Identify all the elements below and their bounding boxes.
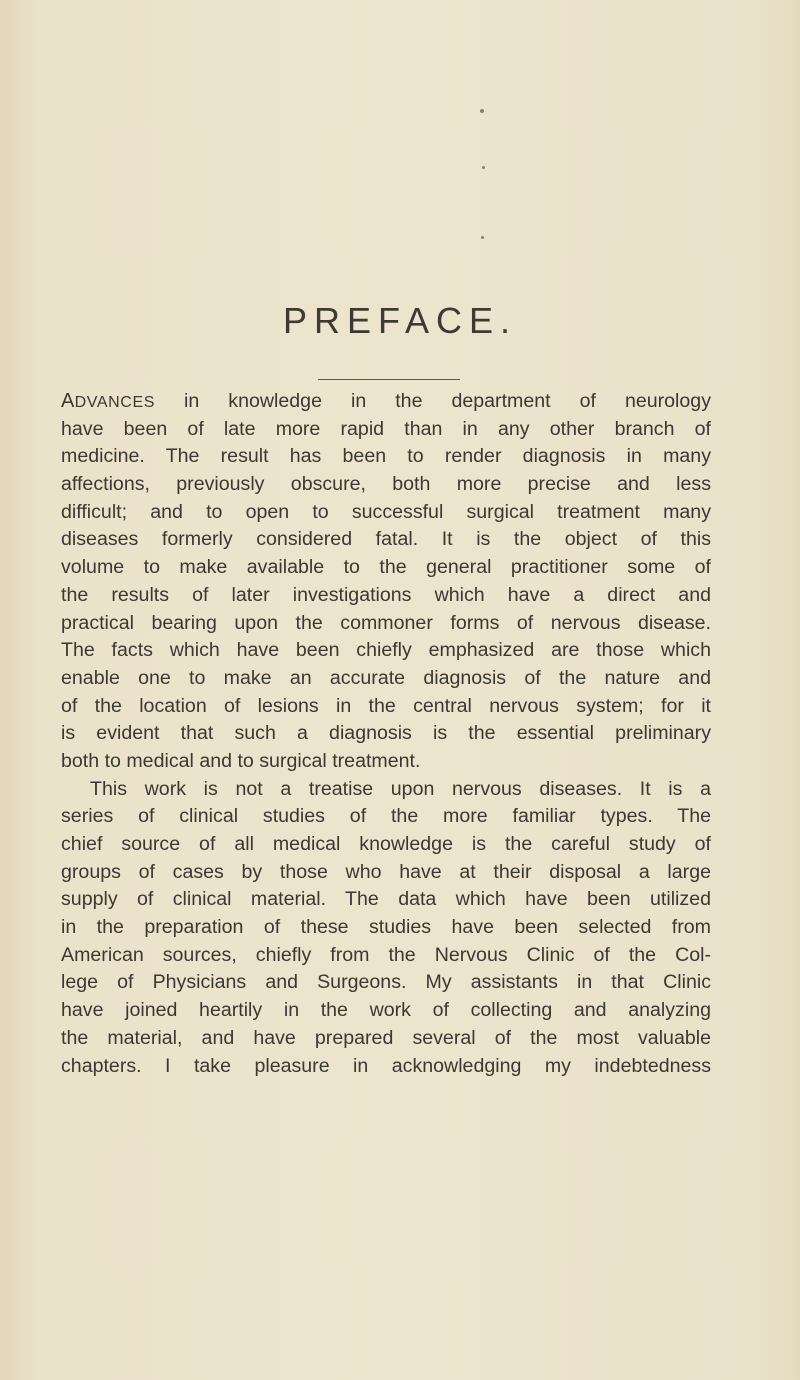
lead-initial: A: [61, 390, 75, 412]
ink-speck: [482, 166, 485, 169]
text-line: lege of Physicians and Surgeons. My assistants in that Clinic: [61, 971, 711, 994]
text-line: series of clinical studies of the more familiar types. The: [61, 805, 711, 828]
text-line: supply of clinical material. The data which have been utilized: [61, 888, 711, 911]
text-line: enable one to make an accurate diagnosis of the nature and: [61, 666, 711, 689]
text-line: chapters. I take pleasure in acknowledging my indebtedness: [61, 1054, 711, 1077]
page-title: PREFACE.: [282, 300, 518, 341]
ink-speck: [481, 236, 484, 239]
text-line: difficult; and to open to successful surgical treatment many: [61, 500, 711, 523]
text-line: volume to make available to the general practitioner some of: [61, 556, 711, 579]
text-line: medicine. The result has been to render diagnosis in many: [61, 445, 711, 468]
text-line: is evident that such a diagnosis is the essential preliminary: [61, 722, 711, 745]
text-line: the material, and have prepared several of the most valuable: [61, 1026, 711, 1049]
text-line: diseases formerly considered fatal. It is the object of this: [61, 528, 711, 551]
text-line: both to medical and to surgical treatment.: [61, 749, 421, 772]
text-line: This work is not a treatise upon nervous diseases. It is a: [90, 777, 711, 800]
text-line: the results of later investigations which have a direct and: [61, 583, 711, 606]
preface-body: [61, 388, 711, 1080]
text-line: affections, previously obscure, both more precise and less: [61, 473, 711, 496]
ink-speck: [480, 109, 484, 113]
text-line: [61, 388, 711, 416]
text-line: practical bearing upon the commoner forms of nervous disease.: [61, 611, 711, 634]
text-line: American sources, chiefly from the Nervous Clinic of the Col-: [61, 943, 711, 966]
text-line: have joined heartily in the work of collecting and analyzing: [61, 999, 711, 1022]
line-text: in knowledge in the department of neurology: [155, 390, 711, 412]
lead-smallcaps: DVANCES: [74, 394, 156, 411]
text-line: have been of late more rapid than in any other branch of: [61, 417, 711, 440]
text-line: of the location of lesions in the central nervous system; for it: [61, 694, 711, 717]
text-line: groups of cases by those who have at their disposal a large: [61, 860, 711, 883]
text-line: in the preparation of these studies have been selected from: [61, 916, 711, 939]
text-line: chief source of all medical knowledge is the careful study of: [61, 833, 711, 855]
title-divider: [318, 379, 460, 380]
text-line: The facts which have been chiefly emphasized are those which: [61, 639, 711, 662]
